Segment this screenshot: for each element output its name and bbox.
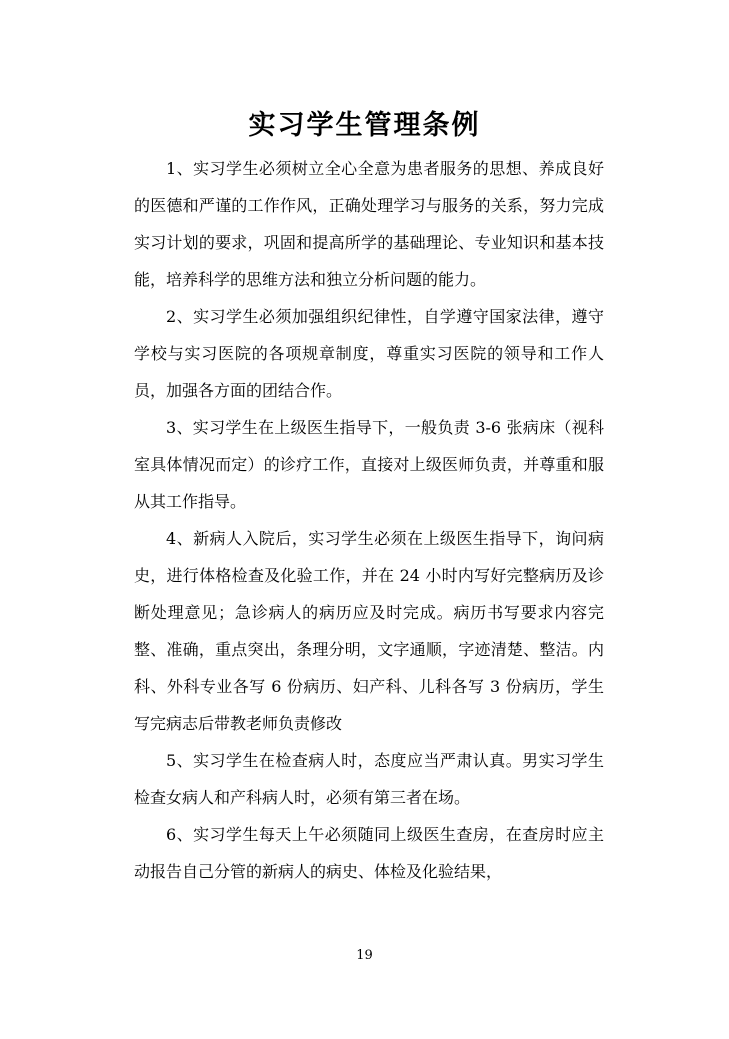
paragraph-3: 3、实习学生在上级医生指导下，一般负责 3-6 张病床（视科室具体情况而定）的诊疗工作，直接对上级医师负责，并尊重和服从其工作指导。 <box>134 418 604 511</box>
document-body <box>134 150 604 890</box>
paragraph-6: 6、实习学生每天上午必须随同上级医生查房，在查房时应主动报告自己分管的新病人的病史、体检及化验结果， <box>134 825 604 881</box>
document-title: 实习学生管理条例 <box>248 110 481 141</box>
page-number: 19 <box>356 948 373 963</box>
paragraph-5: 5、实习学生在检查病人时，态度应当严肃认真。男实习学生检查女病人和产科病人时，必须有第三者在场。 <box>134 751 604 807</box>
paragraph-2: 2、实习学生必须加强组织纪律性，自学遵守国家法律，遵守学校与实习医院的各项规章制度，尊重实习医院的领导和工作人员，加强各方面的团结合作。 <box>134 307 604 400</box>
paragraph-4: 4、新病人入院后，实习学生必须在上级医生指导下，询问病史，进行体格检查及化验工作，并在 24 小时内写好完整病历及诊断处理意见；急诊病人的病历应及时完成。病历书写要求内容完整、准确，重点突出，条理分明，文字通顺，字迹清楚、整洁。内科、外科专业各写 6 份病历、妇产科、儿科各写 3 份病历，学生写完病志后带教老师负责修改 <box>134 529 604 733</box>
paragraph-1: 1、实习学生必须树立全心全意为患者服务的思想、养成良好的医德和严谨的工作作风，正确处理学习与服务的关系，努力完成实习计划的要求，巩固和提高所学的基础理论、专业知识和基本技能，培养科学的思维方法和独立分析问题的能力。 <box>134 159 604 289</box>
